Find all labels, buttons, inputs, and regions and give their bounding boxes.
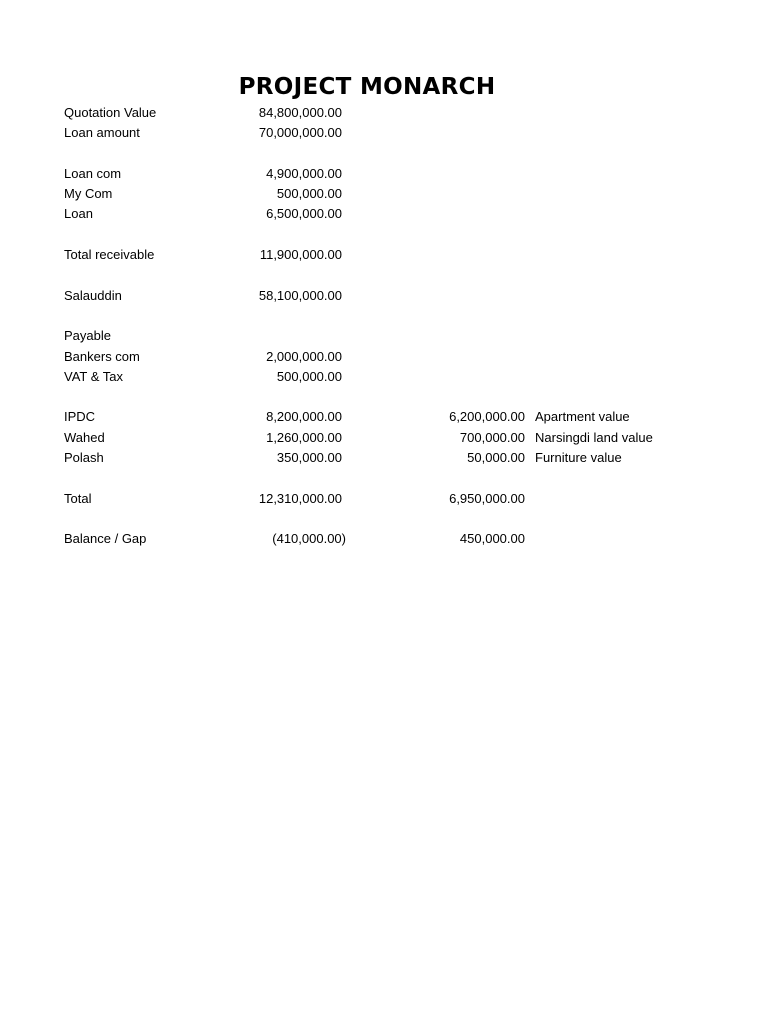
sheet-row bbox=[0, 428, 768, 448]
row-label: My Com bbox=[64, 186, 113, 202]
sheet-row bbox=[0, 407, 768, 427]
blank-row bbox=[0, 225, 768, 245]
blank-row bbox=[0, 144, 768, 164]
sheet-row bbox=[0, 529, 768, 549]
row-label: Loan bbox=[64, 206, 93, 222]
sheet-row bbox=[0, 286, 768, 306]
spreadsheet-body bbox=[0, 103, 768, 550]
sheet-row bbox=[0, 448, 768, 468]
sheet-row bbox=[0, 204, 768, 224]
sheet-row bbox=[0, 184, 768, 204]
row-label: Balance / Gap bbox=[64, 531, 147, 547]
row-label: Total receivable bbox=[64, 247, 155, 263]
row-asset-value: 700,000.00 bbox=[459, 429, 525, 445]
row-label: Bankers com bbox=[64, 348, 140, 364]
blank-row bbox=[0, 509, 768, 529]
blank-row bbox=[0, 387, 768, 407]
row-label: Quotation Value bbox=[64, 105, 157, 120]
row-amount: 1,260,000.00 bbox=[266, 429, 342, 445]
row-asset-value: 6,200,000.00 bbox=[449, 409, 525, 425]
row-label: Loan com bbox=[64, 165, 122, 181]
blank-row bbox=[0, 306, 768, 326]
row-label: IPDC bbox=[64, 409, 96, 425]
row-asset-value: 50,000.00 bbox=[467, 450, 525, 466]
sheet-row bbox=[0, 245, 768, 265]
row-amount: 12,310,000.00 bbox=[258, 490, 342, 506]
row-amount: 11,900,000.00 bbox=[259, 247, 342, 263]
row-amount: 500,000.00 bbox=[276, 368, 342, 384]
row-asset-value: 450,000.00 bbox=[459, 531, 525, 547]
row-amount: 70,000,000.00 bbox=[258, 125, 342, 141]
sheet-row bbox=[0, 123, 768, 143]
row-amount: 8,200,000.00 bbox=[266, 409, 342, 425]
row-note: Narsingdi land value bbox=[535, 429, 653, 445]
row-note: Furniture value bbox=[535, 450, 622, 466]
row-note: Apartment value bbox=[535, 409, 630, 425]
row-amount: 2,000,000.00 bbox=[266, 348, 342, 364]
row-amount: 84,800,000.00 bbox=[258, 105, 342, 120]
sheet-row bbox=[0, 326, 768, 346]
blank-row bbox=[0, 468, 768, 488]
row-label: VAT & Tax bbox=[64, 368, 124, 384]
row-label: Payable bbox=[64, 328, 111, 344]
row-amount: 6,500,000.00 bbox=[266, 206, 342, 222]
row-label: Polash bbox=[64, 450, 104, 466]
row-label: Loan amount bbox=[64, 125, 140, 141]
sheet-row bbox=[0, 489, 768, 509]
row-label: Wahed bbox=[64, 429, 105, 445]
row-label: Salauddin bbox=[64, 287, 122, 303]
sheet-row bbox=[0, 164, 768, 184]
sheet-row bbox=[0, 367, 768, 387]
page-title: PROJECT MONARCH bbox=[238, 74, 496, 100]
row-amount: 350,000.00 bbox=[276, 450, 342, 466]
row-amount: 500,000.00 bbox=[276, 186, 342, 202]
row-asset-value: 6,950,000.00 bbox=[449, 490, 525, 506]
sheet-row bbox=[0, 347, 768, 367]
blank-row bbox=[0, 265, 768, 285]
row-amount: 58,100,000.00 bbox=[258, 287, 342, 303]
row-amount: (410,000.00) bbox=[272, 531, 346, 547]
sheet-row bbox=[0, 103, 768, 123]
row-amount: 4,900,000.00 bbox=[266, 165, 342, 181]
row-label: Total bbox=[64, 490, 92, 506]
